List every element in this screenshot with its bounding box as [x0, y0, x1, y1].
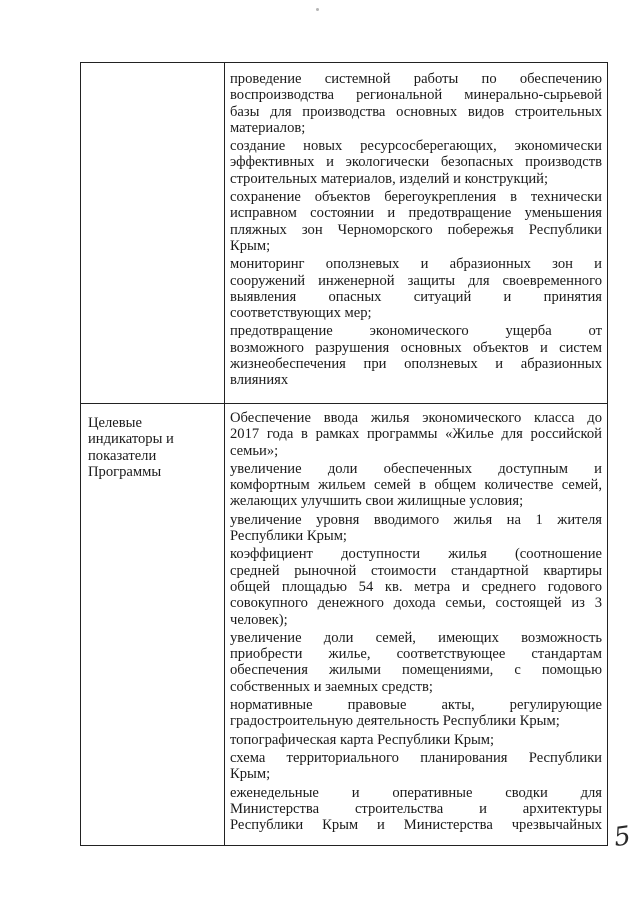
- text-line: Министерства строительства и архитектуры: [230, 800, 602, 817]
- text-line: создание новых ресурсосберегающих, экономически: [230, 138, 602, 155]
- text-line: увеличение доли семей, имеющих возможность: [230, 629, 602, 646]
- list-item: [230, 71, 602, 136]
- text-line: Республики Крым и Министерства чрезвычайных: [230, 817, 602, 834]
- text-line: исправном состоянии и предотвращение уменьшения: [230, 205, 602, 222]
- text-line: материалов;: [230, 119, 306, 136]
- text-line: желающих улучшить свои жилищные условия;: [230, 493, 524, 510]
- text-line: жизнеобеспечения при оползневых и абразионных: [230, 356, 602, 373]
- list-item: [230, 697, 602, 730]
- list-item: [230, 750, 602, 783]
- text-line: совокупного денежного дохода семьи, состоящей из 3: [230, 595, 602, 612]
- text-line: еженедельные и оперативные сводки для: [230, 784, 602, 801]
- text-line: базы для производства основных видов строительных: [230, 103, 602, 120]
- list-item: [230, 630, 602, 695]
- list-item: [230, 732, 602, 748]
- text-line: увеличение доли обеспеченных доступным и: [230, 460, 602, 477]
- text-line: воспроизводства региональной минерально-сырьевой: [230, 87, 602, 104]
- list-item: [230, 512, 602, 545]
- text-line: средней рыночной стоимости стандартной квартиры: [230, 562, 602, 579]
- scan-dot: [316, 8, 319, 11]
- text-line: 2017 года в рамках программы «Жилье для российской: [230, 426, 602, 443]
- text-line: комфортным жильем семей в общем количестве семей,: [230, 477, 602, 494]
- list-item: [230, 189, 602, 254]
- text-line: эффективных и экологически безопасных производств: [230, 154, 602, 171]
- page-number: 5: [611, 820, 633, 854]
- text-line: человек);: [230, 611, 288, 628]
- text-line: строительных материалов, изделий и конструкций;: [230, 170, 549, 187]
- text-line: влияниях: [230, 372, 289, 389]
- text-line: схема территориального планирования Республики: [230, 749, 602, 766]
- list-item: [230, 461, 602, 510]
- text-line: градостроительную деятельность Республики Крым;: [230, 713, 560, 730]
- label-line: Программы: [88, 463, 162, 480]
- text-line: Обеспечение ввода жилья экономического класса до: [230, 410, 602, 426]
- text-line: сохранение объектов берегоукрепления в технически: [230, 189, 602, 206]
- text-line: возможного разрушения основных объектов и систем: [230, 339, 602, 356]
- list-item: [230, 410, 602, 459]
- text-line: нормативные правовые акты, регулирующие: [230, 697, 602, 714]
- list-item: [230, 138, 602, 187]
- row-divider: [81, 403, 607, 404]
- list-item: [230, 256, 602, 321]
- list-item: [230, 323, 602, 388]
- text-line: проведение системной работы по обеспечению: [230, 71, 602, 87]
- text-line: пляжных зон Черноморского побережья Республики: [230, 221, 602, 238]
- text-line: увеличение уровня вводимого жилья на 1 жителя: [230, 511, 602, 528]
- text-line: выявления опасных ситуаций и принятия: [230, 288, 602, 305]
- list-item: [230, 785, 602, 834]
- text-line: мониторинг оползневых и абразионных зон и: [230, 256, 602, 273]
- row-label-target-indicators: [88, 415, 218, 480]
- text-line: Республики Крым;: [230, 528, 347, 545]
- row-content-target-indicators: [230, 410, 602, 835]
- text-line: общей площадью 54 кв. метра и среднего годового: [230, 578, 602, 595]
- text-line: предотвращение экономического ущерба от: [230, 323, 602, 340]
- text-line: сооружений инженерной защиты для своевременного: [230, 272, 602, 289]
- text-line: топографическая карта Республики Крым;: [230, 731, 495, 748]
- text-line: семьи»;: [230, 442, 279, 459]
- column-divider: [224, 63, 225, 845]
- text-line: Крым;: [230, 766, 271, 783]
- text-line: собственных и заемных средств;: [230, 678, 433, 695]
- label-line: показатели: [88, 447, 157, 464]
- text-line: обеспечения жилыми помещениями, с помощью: [230, 662, 602, 679]
- label-line: Целевые: [88, 415, 142, 431]
- text-line: Крым;: [230, 237, 271, 254]
- text-line: коэффициент доступности жилья (соотношение: [230, 546, 602, 563]
- text-line: соответствующих мер;: [230, 305, 372, 322]
- list-item: [230, 546, 602, 627]
- label-line: индикаторы и: [88, 431, 174, 448]
- row-content-tasks: [230, 71, 602, 391]
- program-table: [80, 62, 608, 846]
- text-line: приобрести жилье, соответствующее стандартам: [230, 646, 602, 663]
